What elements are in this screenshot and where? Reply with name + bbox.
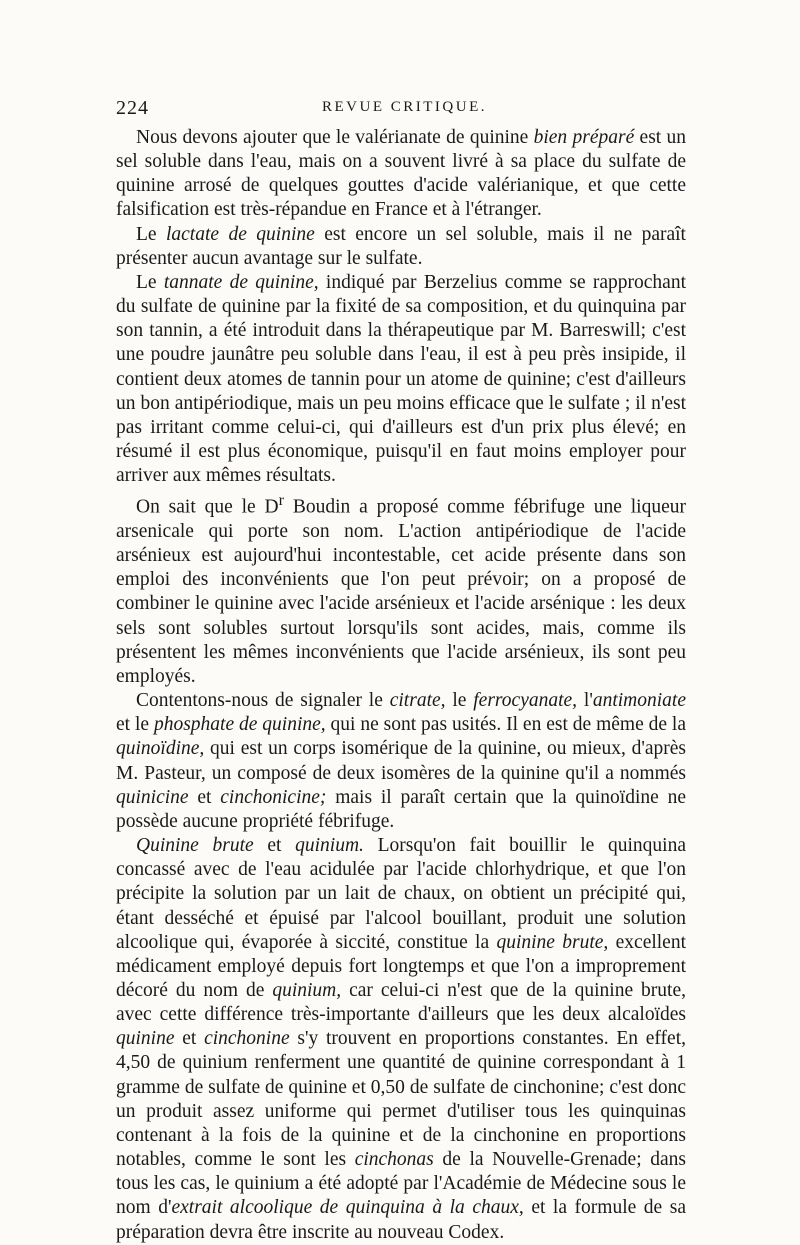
italic-run: extrait alcoolique de quinquina à la chaux, <box>171 1197 524 1219</box>
text-run: On sait que le D <box>136 496 279 518</box>
italic-run: tannate de quinine, <box>163 271 319 293</box>
italic-run: quinium. <box>295 835 364 857</box>
italic-run: phosphate de quinine, <box>153 714 326 736</box>
text-run: qui est un corps isomérique de la quinine, ou mieux, d'après M. Pasteur, un composé de deux isomères de la quinine qu'il a nommés <box>116 738 686 784</box>
italic-run: quinoïdine, <box>116 738 205 760</box>
text-run: et le <box>116 714 154 736</box>
italic-run: cinchonine <box>204 1028 290 1050</box>
page-number: 224 <box>116 97 149 119</box>
text-run: et <box>253 835 296 857</box>
text-run: de la Nouvelle-Grenade; dans tous les cas, le quinium a été adopté par l'Académie de Médecine sous le nom d' <box>116 1149 686 1219</box>
text-run: qui ne sont pas usités. Il en est de même de la <box>325 714 686 736</box>
body-text <box>116 126 686 1245</box>
italic-run: quinicine <box>116 786 189 808</box>
text-run: le <box>445 690 474 712</box>
paragraph <box>116 689 686 834</box>
text-run: Le <box>136 271 164 293</box>
italic-run: quinium, <box>272 979 342 1001</box>
paragraph <box>116 488 686 689</box>
text-run: et <box>188 786 221 808</box>
superscript-run: r <box>278 491 285 510</box>
italic-run: bien préparé <box>533 127 635 148</box>
italic-run: Quinine brute <box>136 835 254 857</box>
italic-run: antimoniate <box>592 690 687 712</box>
text-run: car celui-ci n'est que de la quinine brute, avec cette différence très-importante d'ailleurs que les deux alcaloïdes <box>116 979 686 1026</box>
italic-run: citrate, <box>389 690 446 712</box>
text-run: est un sel soluble dans l'eau, mais on a souvent livré à sa place du sulfate de quinine arrosé de quelques gouttes d'acide valérianique, et que cette falsification est très-répandue en France et à l'étranger. <box>116 127 686 221</box>
paragraph <box>116 834 686 1245</box>
text-run: Le <box>136 223 166 245</box>
text-run: excellent médicament employé depuis fort longtemps et que l'on a improprement décoré du nom de <box>116 931 687 1001</box>
italic-run: lactate de quinine <box>165 223 315 245</box>
paragraph <box>116 126 686 223</box>
italic-run: quinine <box>116 1028 175 1050</box>
text-run: et la formule de sa préparation devra être inscrite au nouveau Codex. <box>116 1197 686 1243</box>
text-run: Lorsqu'on fait bouillir le quinquina concassé avec de l'eau acidulée par l'acide chlorhydrique, et que l'on précipite la solution par un lait de chaux, on obtient un précipité qui, étant desséché et épuisé par l'alcool bouillant, produit une solution alcoolique qui, évaporée à siccité, constitue la <box>116 835 687 953</box>
italic-run: ferrocyanate, <box>473 690 578 712</box>
text-run: est encore un sel soluble, mais il ne paraît présenter aucun avantage sur le sulfate. <box>116 223 686 269</box>
text-run: et <box>174 1028 205 1050</box>
page-header <box>116 97 686 123</box>
paragraph <box>116 223 686 271</box>
text-run: Nous devons ajouter que le valérianate de quinine <box>136 127 534 148</box>
text-run: Contentons-nous de signaler le <box>136 690 390 712</box>
italic-run: quinine brute, <box>496 931 609 953</box>
paragraph <box>116 271 686 488</box>
text-run: l' <box>577 690 593 712</box>
text-run: mais il paraît certain que la quinoïdine ne possède aucune propriété fébrifuge. <box>116 786 687 832</box>
text-run: indiqué par Berzelius comme se rapprochant du sulfate de quinine par la fixité de sa composition, et du quinquina par son tannin, a été introduit dans la thérapeutique par M. Barreswill; c'est une poudre jaunâtre peu soluble dans l'eau, il est à peu près insipide, il contient deux atomes de tannin pour un atome de quinine; c'est d'ailleurs un bon antipériodique, mais un peu moins efficace que le sulfate ; il n'est pas irritant comme celui-ci, qui d'ailleurs est d'un prix plus élevé; en résumé il est plus économique, puisqu'il en faut moins employer pour arriver aux mêmes résultats. <box>116 271 687 487</box>
text-run: s'y trouvent en proportions constantes. En effet, 4,50 de quinium renferment une quantité de quinine correspondant à 1 gramme de sulfate de quinine et 0,50 de sulfate de cinchonine; c'est donc un produit assez uniforme qui permet d'utiliser tous les quinquinas contenant à la fois de la quinine et de la cinchonine en proportions notables, comme le sont les <box>116 1028 686 1171</box>
text-run: Boudin a proposé comme fébrifuge une liqueur arsenicale qui porte son nom. L'action antipériodique de l'acide arsénieux est aujourd'hui incontestable, cet acide présente dans son emploi des inconvénients que l'on peut prévoir; on a proposé de combiner le quinine avec l'acide arsénieux et l'acide arsénique : les deux sels sont solubles surtout lorsqu'ils sont acides, mais, comme ils présentent les mêmes inconvénients que l'acide arsénieux, ils sont peu employés. <box>116 496 686 687</box>
italic-run: cinchonas <box>354 1149 434 1171</box>
running-title: REVUE CRITIQUE. <box>322 99 487 115</box>
italic-run: cinchonicine; <box>220 786 327 808</box>
